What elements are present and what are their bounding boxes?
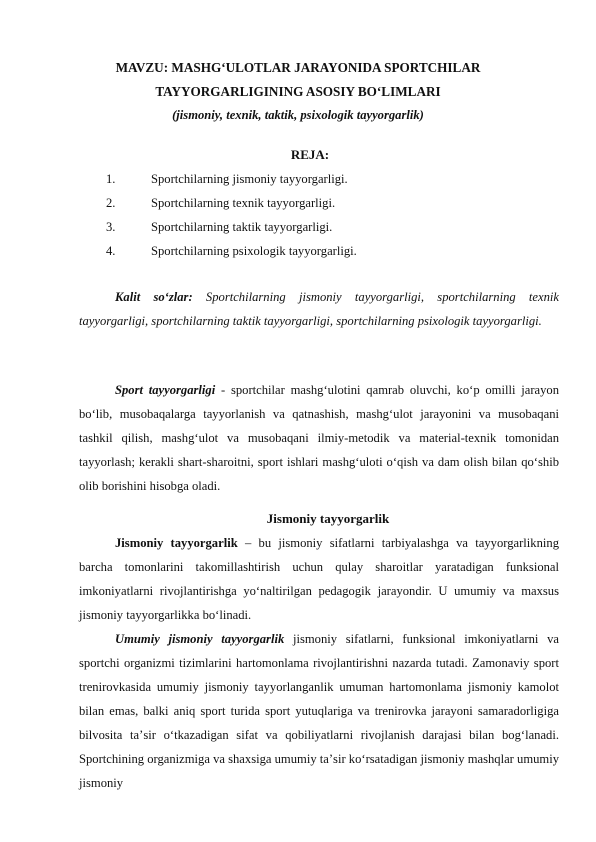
plan-item-number: 1. bbox=[106, 172, 116, 186]
sport-prep-text: - sportchilar mashgʻulotini qamrab oluvchi, koʻp omilli jarayon boʻlib, musobaqalarga tayyorlanish va qatnashish, mashgʻulot jarayonini va musobaqani tashkil qilish, mashgʻulot va musobaqani ilmiy-metodik va material-texnik tomonidan tayyorlash; kerakli shart-sharoitni, sport ishlari mashgʻuloti oʻqish va dam olish bilan qoʻshib olib borishini hisobga oladi. bbox=[79, 383, 559, 493]
sport-prep-term: Sport tayyorgarligi bbox=[115, 383, 216, 397]
general-prep-paragraph bbox=[79, 627, 559, 795]
section-title: Jismoniy tayyorgarlik bbox=[266, 511, 390, 526]
sport-prep-paragraph bbox=[79, 378, 559, 498]
plan-item-text: Sportchilarning taktik tayyorgarligi. bbox=[151, 220, 333, 234]
physical-prep-paragraph bbox=[79, 531, 559, 627]
plan-item-text: Sportchilarning jismoniy tayyorgarligi. bbox=[151, 172, 348, 186]
plan-item-text: Sportchilarning psixologik tayyorgarligi. bbox=[151, 244, 357, 258]
topic-title-line1: MAVZU: MASHGʻULOTLAR JARAYONIDA SPORTCHILAR bbox=[115, 60, 481, 75]
general-prep-text: jismoniy sifatlarni, funksional imkoniyatlarni va sportchi organizmi tizimlarini hartomonlama rivojlantirishni nazarda tutadi. Zamonaviy sport trenirovkasida umumiy jismoniy tayyorlanganlik umuman hartomonlama jismoniy kamolot bilan emas, balki aniq sport turida sport yutuqlariga va trenirovka jarayoni samaradorligiga bilvosita taʼsir oʻtkazadigan sifat va qobiliyatlarni rivojlanish darajasi bilan bogʻlanadi. Sportchining organizmiga va shaxsiga umumiy taʼsir koʻrsatadigan jismoniy mashqlar umumiy jismoniy bbox=[79, 632, 560, 790]
plan-item-number: 3. bbox=[106, 220, 116, 234]
keywords-text: Sportchilarning jismoniy tayyorgarligi, sportchilarning texnik tayyorgarligi, sportchilarning taktik tayyorgarligi, sportchilarning psixologik tayyorgarligi. bbox=[79, 290, 559, 328]
general-prep-term: Umumiy jismoniy tayyorgarlik bbox=[115, 632, 285, 646]
physical-prep-term: Jismoniy tayyorgarlik bbox=[115, 536, 238, 550]
plan-item-number: 4. bbox=[106, 244, 116, 258]
topic-title-line2: TAYYORGARLIGINING ASOSIY BOʻLIMLARI bbox=[155, 84, 441, 99]
plan-item-text: Sportchilarning texnik tayyorgarligi. bbox=[151, 196, 336, 210]
plan-item-number: 2. bbox=[106, 196, 116, 210]
keywords-paragraph bbox=[79, 285, 559, 333]
plan-title: REJA: bbox=[290, 147, 330, 162]
physical-prep-text: – bu jismoniy sifatlarni tarbiyalashga va tayyorgarlikning barcha tomonlarini takomillashtirish uchun qulay sharoitlar yaratadigan funksional imkoniyatlarni rivojlantirishga yoʻnaltirilgan pedagogik jarayondir. U umumiy va maxsus jismoniy tayyorgarlikka boʻlinadi. bbox=[79, 536, 559, 622]
topic-subtitle: (jismoniy, texnik, taktik, psixologik tayyorgarlik) bbox=[172, 108, 424, 122]
keywords-label: Kalit soʻzlar: bbox=[115, 290, 193, 304]
